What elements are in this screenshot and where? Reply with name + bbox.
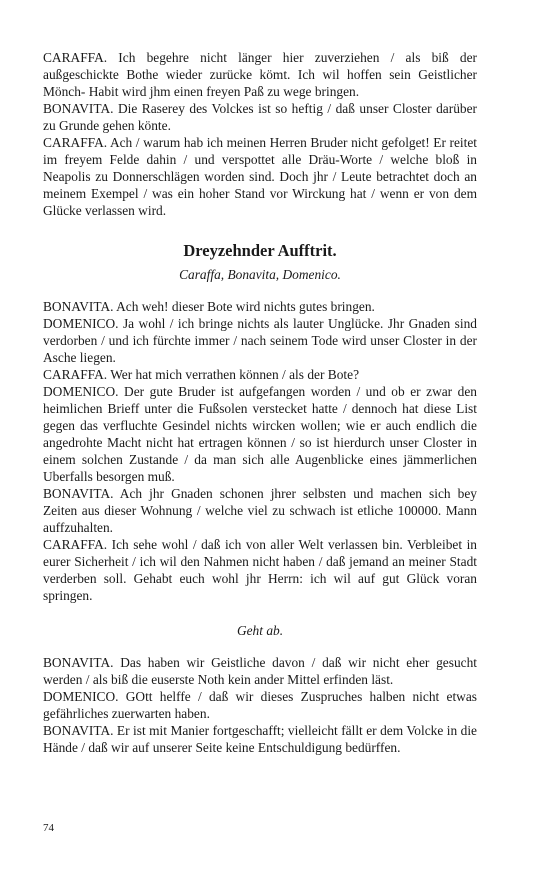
page-number: 74 [43, 822, 54, 834]
dialogue-paragraph: CARAFFA. Ach / warum hab ich meinen Herren Bruder nicht gefolget! Er reitet im freyem Felde dahin / und verspottet alle Dräu-Worte / welche bloß in Neapolis zu Donnerschlägen worden sind. Doch jhr / Leute betrachtet doch an meinem Exempel / was ein hoher Stand vor Wirckung hat / wenn er von dem Glücke verlassen wird. [43, 135, 477, 218]
dialogue-paragraph: BONAVITA. Ach weh! dieser Bote wird nichts gutes bringen. [43, 299, 375, 314]
dialogue-paragraph: BONAVITA. Die Raserey des Volckes ist so heftig / daß unser Closter darüber zu Grunde gehen könte. [43, 101, 477, 133]
stage-direction: Geht ab. [236, 623, 284, 638]
dialogue-paragraph: BONAVITA. Er ist mit Manier fortgeschafft; vielleicht fällt er dem Volcke in die Hände / daß wir auf unserer Seite keine Entschuldigung bedürffen. [43, 723, 477, 755]
dialogue-paragraph: DOMENICO. Ja wohl / ich bringe nichts als lauter Unglücke. Jhr Gnaden sind verdorben / und ich fürchte immer / nach seinem Tode wird unser Closter in der Asche liegen. [43, 316, 477, 365]
dialogue-block-end [43, 654, 477, 756]
dialogue-paragraph: BONAVITA. Ach jhr Gnaden schonen jhrer selbsten und machen sich bey Zeiten aus dieser Wohnung / welche viel zu schwach ist etliche 100000. Mann auffzuhalten. [43, 486, 477, 535]
dialogue-block-top [43, 49, 477, 219]
dialogue-paragraph: CARAFFA. Ich sehe wohl / daß ich von aller Welt verlassen bin. Verbleibet in eurer Sicherheit / ich wil den Nahmen nicht haben / daß jemand an meiner Stadt verderben soll. Gehabt euch wohl jhr Herrn: ich wil auf gut Glück voran springen. [43, 537, 477, 603]
dialogue-paragraph: BONAVITA. Das haben wir Geistliche davon / daß wir nicht eher gesucht werden / als biß die euserste Noth kein ander Mittel erfinden läst. [43, 655, 477, 687]
dialogue-paragraph: DOMENICO. GOtt helffe / daß wir dieses Zuspruches halben nicht etwas gefährliches zuerwarten haben. [43, 689, 477, 721]
scene-cast-list: Caraffa, Bonavita, Domenico. [179, 267, 341, 282]
scene-heading: Dreyzehnder Aufftrit. [183, 241, 337, 260]
dialogue-paragraph: DOMENICO. Der gute Bruder ist aufgefangen worden / und ob er zwar den heimlichen Brieff unter die Fußsolen verstecket hatte / dennoch hat diese List gegen das verfluchte Gesindel nichts wircken wollen; wie er auch endlich die angedrohte Macht nicht hat ertragen können / so ist hierdurch unser Closter in einem solchen Zustande / da man sich alle Augenblicke eines jämmerlichen Uberfalls besorgen muß. [43, 384, 477, 484]
dialogue-paragraph: CARAFFA. Wer hat mich verrathen können / als der Bote? [43, 367, 360, 382]
dialogue-block-scene [43, 298, 477, 604]
dialogue-paragraph: CARAFFA. Ich begehre nicht länger hier zuverziehen / als biß der außgeschickte Bothe wieder zurücke kömt. Ich wil hoffen sein Geistlicher Mönch- Habit wird jhm einen freyen Paß zu wege bringen. [43, 50, 477, 99]
